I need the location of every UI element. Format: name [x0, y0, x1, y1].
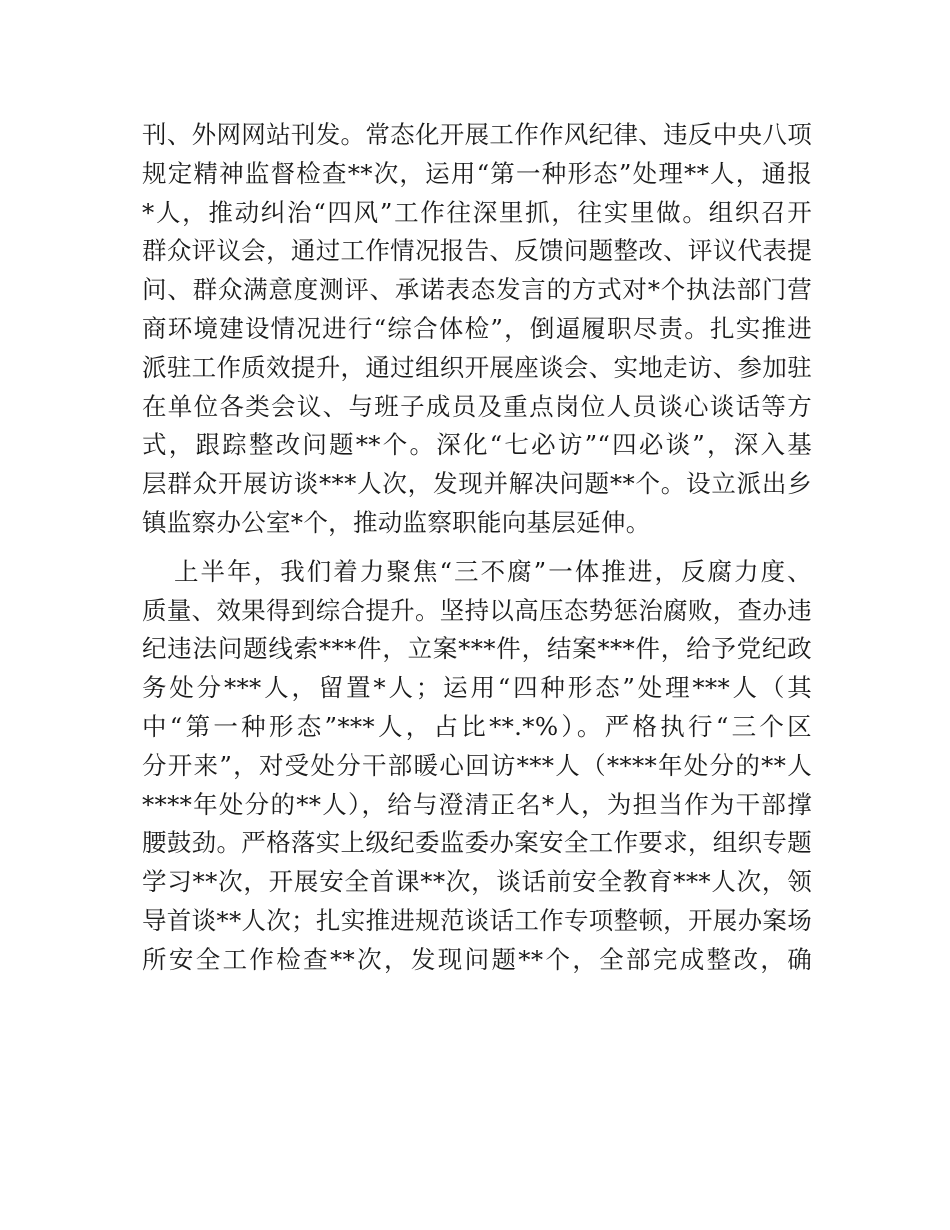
paragraph-2: [142, 553, 812, 980]
text-line: ****年处分的**人），给与澄清正名*人，为担当作为干部撑: [142, 789, 812, 819]
text-line: *人，推动纠治“四风”工作往深里抓，往实里做。组织召开: [142, 197, 812, 227]
text-line: 式，跟踪整改问题**个。深化“七必访”“四必谈”，深入基: [142, 430, 812, 460]
paragraph-gap: [142, 543, 812, 553]
text-line: 务处分***人，留置*人；运用“四种形态”处理***人（其: [142, 673, 812, 703]
text-line: 层群众开展访谈***人次，发现并解决问题**个。设立派出乡: [142, 469, 812, 499]
text-line: 导首谈**人次；扎实推进规范谈话工作专项整顿，开展办案场: [142, 905, 812, 935]
text-line: 学习**次，开展安全首课**次，谈话前安全教育***人次，领: [142, 867, 812, 897]
text-line: 群众评议会，通过工作情况报告、反馈问题整改、评议代表提: [142, 236, 812, 266]
text-line: 纪违法问题线索***件，立案***件，结案***件，给予党纪政: [142, 634, 812, 664]
document-body: [142, 116, 812, 980]
text-line: 分开来”，对受处分干部暖心回访***人（****年处分的**人: [142, 750, 812, 780]
text-line: 规定精神监督检查**次，运用“第一种形态”处理**人，通报: [142, 158, 812, 188]
text-line: 问、群众满意度测评、承诺表态发言的方式对*个执法部门营: [142, 275, 812, 305]
text-line: 刊、外网网站刊发。常态化开展工作作风纪律、违反中央八项: [142, 120, 812, 149]
text-line: 上半年，我们着力聚焦“三不腐”一体推进，反腐力度、: [174, 556, 812, 586]
text-line: 中“第一种形态”***人，占比**.*%）。严格执行“三个区: [142, 711, 812, 741]
text-line: 派驻工作质效提升，通过组织开展座谈会、实地走访、参加驻: [142, 352, 812, 382]
text-line: 在单位各类会议、与班子成员及重点岗位人员谈心谈话等方: [142, 391, 812, 421]
text-line: 腰鼓劲。严格落实上级纪委监委办案安全工作要求，组织专题: [142, 828, 812, 858]
text-line: 质量、效果得到综合提升。坚持以高压态势惩治腐败，查办违: [142, 595, 812, 625]
text-line: 镇监察办公室*个，推动监察职能向基层延伸。: [142, 507, 651, 537]
text-line: 商环境建设情况进行“综合体检”，倒逼履职尽责。扎实推进: [142, 313, 812, 343]
paragraph-1: [142, 116, 812, 543]
text-line: 所安全工作检查**次，发现问题**个，全部完成整改，确: [142, 944, 812, 974]
